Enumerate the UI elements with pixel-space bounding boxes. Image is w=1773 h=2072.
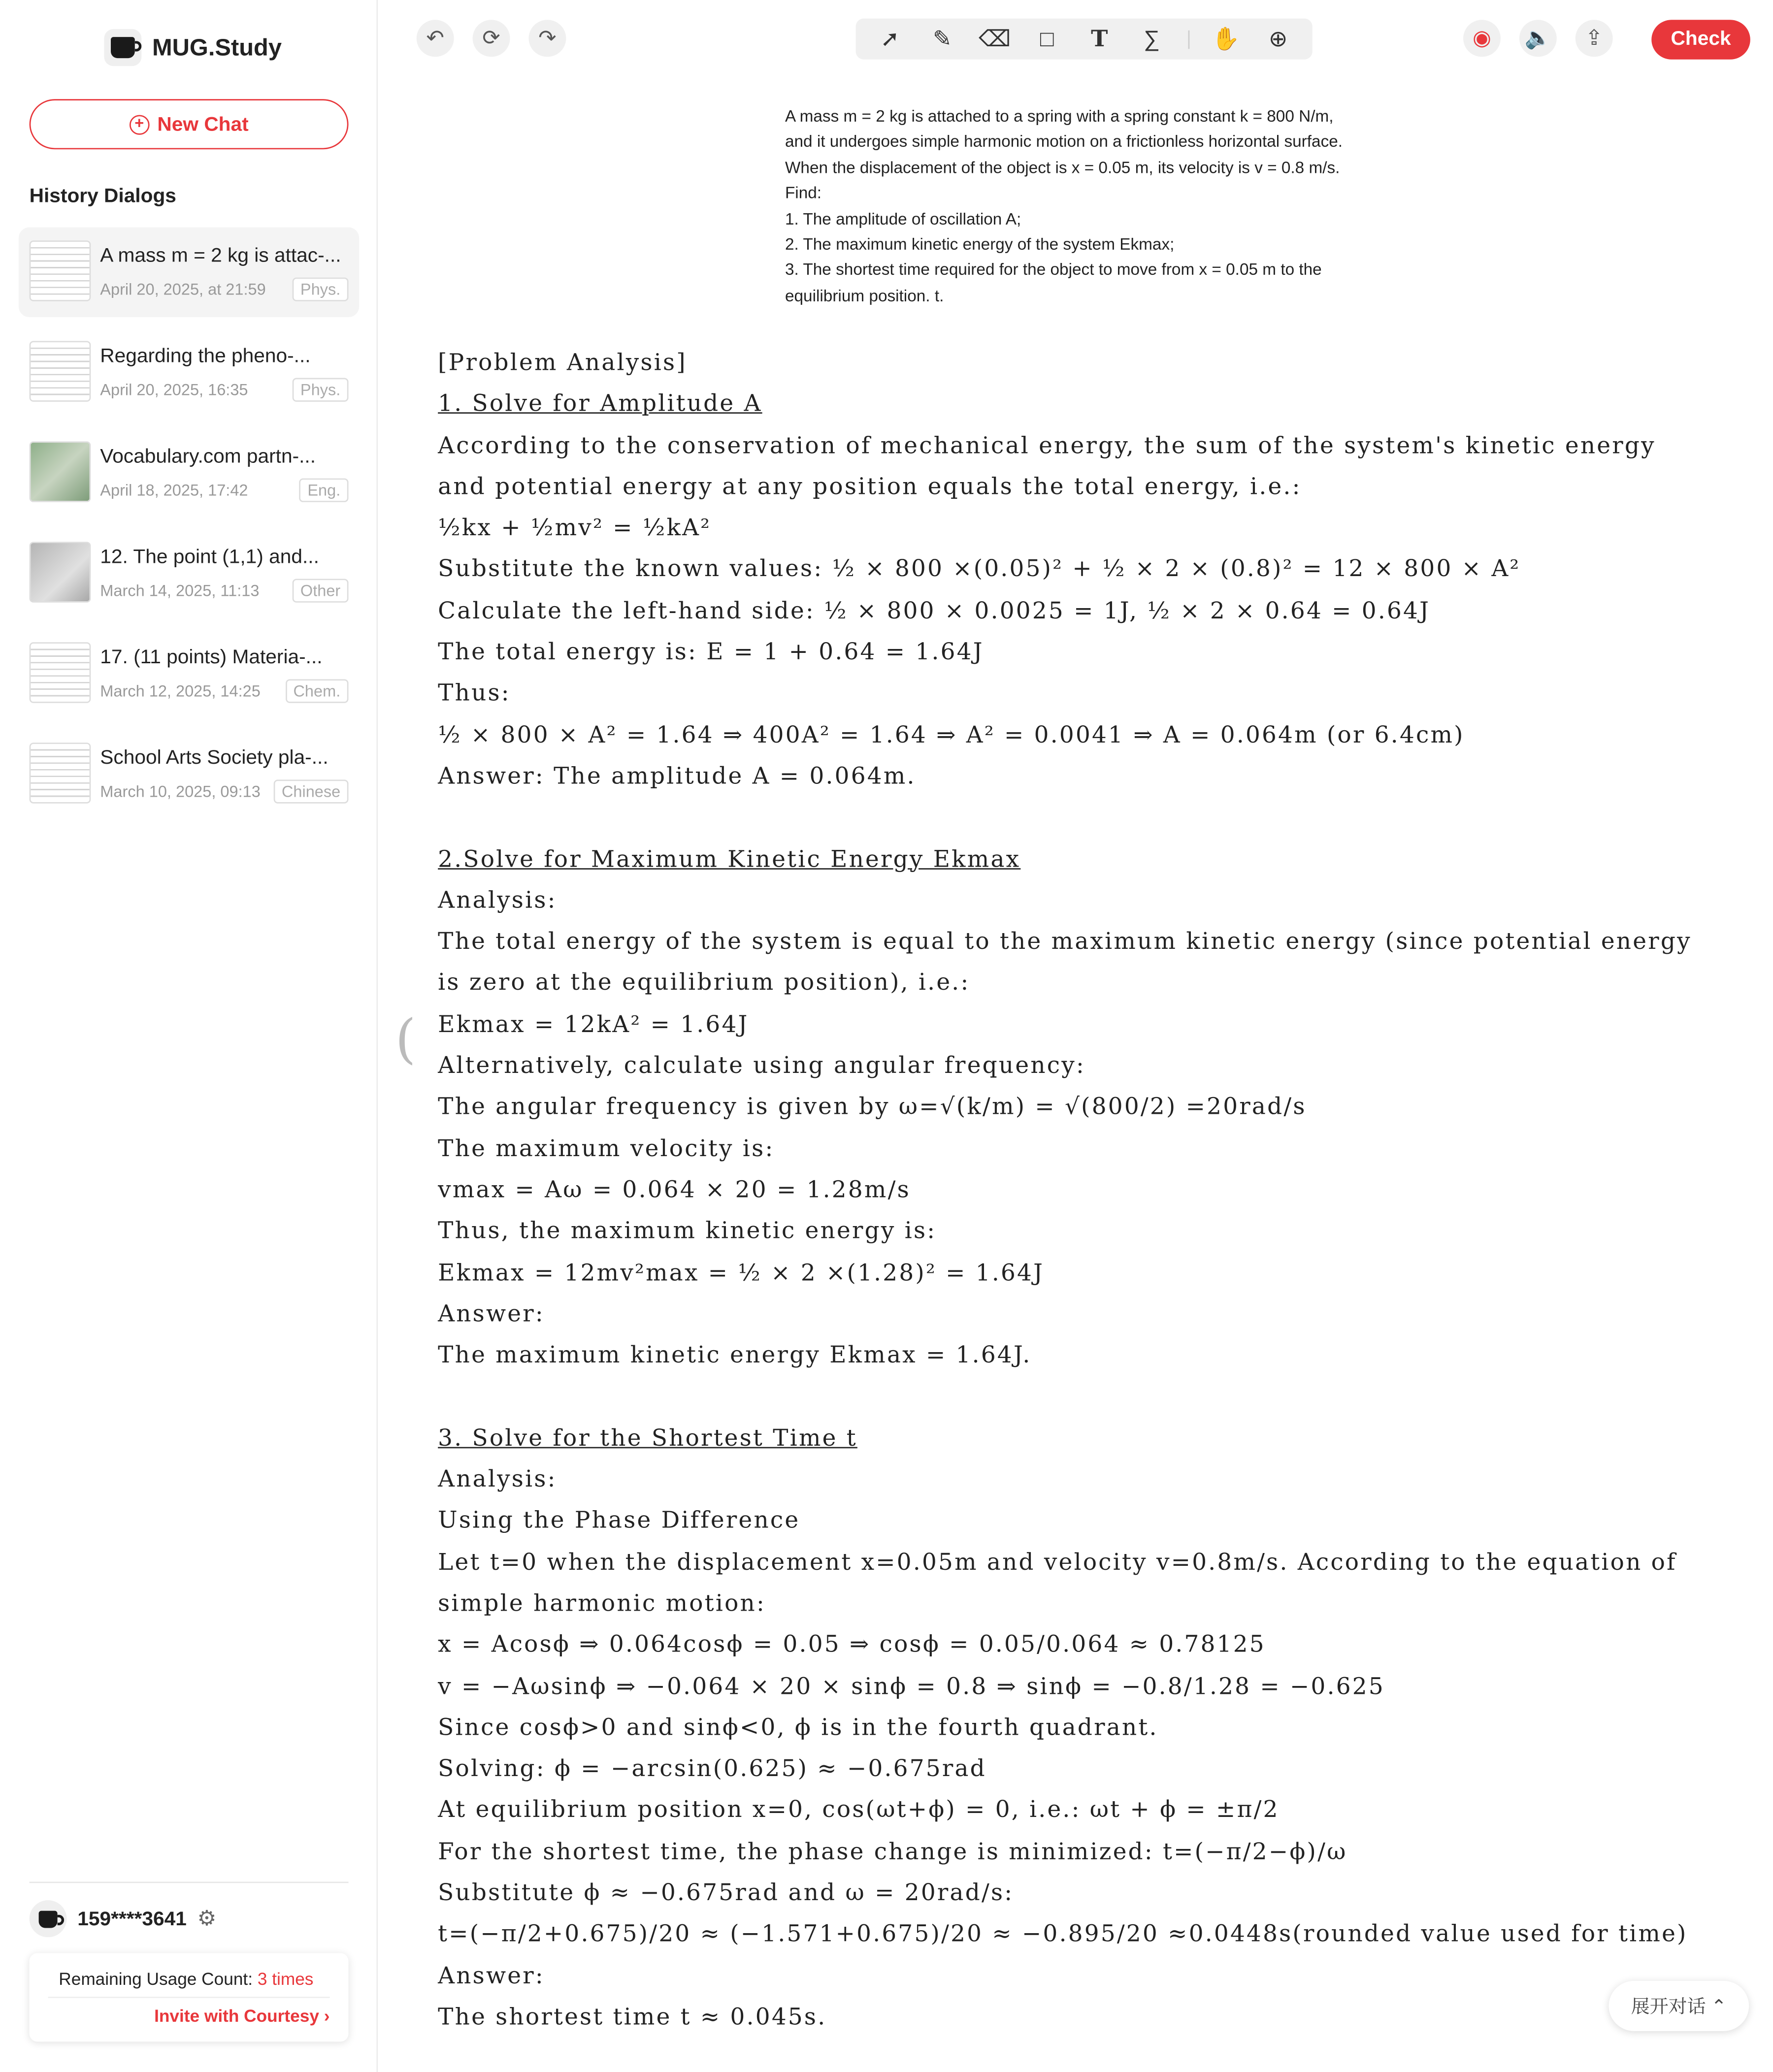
problem-line: A mass m = 2 kg is attached to a spring with a spring constant k = 800 N/m, — [785, 107, 1334, 126]
history-item-title: Regarding the pheno-... — [100, 345, 311, 368]
plus-icon: + — [129, 114, 149, 134]
history-item-date: March 12, 2025, 14:25 — [100, 681, 261, 701]
history-thumbnail — [30, 441, 91, 502]
divider — [1188, 30, 1189, 48]
history-thumbnail — [30, 743, 91, 803]
problem-line: 1. The amplitude of oscillation A; — [785, 209, 1021, 228]
solution-line: Substitute the known values: ½ × 800 ×(0.05)² + ½ × 2 × (0.8)² = 12 × 800 × A² — [438, 557, 1521, 583]
solution-line: The maximum kinetic energy Ekmax = 1.64J. — [438, 1342, 1032, 1369]
avatar — [30, 1900, 67, 1937]
pointer-icon[interactable]: ➚ — [880, 26, 900, 51]
solution-line: Let t=0 when the displacement x=0.05m and velocity v=0.8m/s. According to the equation of — [438, 1549, 1677, 1576]
text-icon[interactable]: T — [1091, 26, 1108, 53]
solution-line: The maximum velocity is: — [438, 1136, 775, 1163]
check-button[interactable]: Check — [1651, 20, 1750, 60]
solution-line: The total energy of the system is equal to the maximum kinetic energy (since potential energy — [438, 929, 1692, 956]
usage-value: 3 times — [257, 1969, 314, 1989]
history-item-tag: Phys. — [293, 378, 349, 402]
collapse-handle[interactable]: ( — [395, 1009, 416, 1070]
solution-line: ½kx + ½mv² = ½kA² — [438, 516, 712, 542]
history-item[interactable] — [19, 428, 359, 518]
section-heading: 1. Solve for Amplitude A — [438, 391, 762, 418]
problem-line: equilibrium position. t. — [785, 286, 944, 305]
problem-statement — [785, 104, 1343, 310]
solution-line: simple harmonic motion: — [438, 1590, 766, 1618]
solution-line: Analysis: — [438, 1466, 557, 1493]
undo-icon: ↶ — [426, 28, 444, 50]
solution-line: and potential energy at any position equals the total energy, i.e.: — [438, 474, 1302, 501]
history-item-tag: Chem. — [285, 679, 348, 703]
history-item-tag: Other — [293, 579, 349, 602]
solution-line: Analysis: — [438, 888, 557, 914]
solution-line: Calculate the left-hand side: ½ × 800 × 0.0025 = 1J, ½ × 2 × 0.64 = 0.64J — [438, 598, 1431, 625]
share-icon: ⇪ — [1585, 28, 1603, 50]
invite-label: Invite with Courtesy — [154, 2006, 319, 2026]
history-item-tag: Phys. — [293, 278, 349, 301]
solution-line: Ekmax = 12mv²max = ½ × 2 ×(1.28)² = 1.64J — [438, 1260, 1045, 1287]
solution-line: Substitute ϕ ≈ −0.675rad and ω = 20rad/s: — [438, 1880, 1014, 1907]
speaker-button[interactable] — [1519, 20, 1557, 57]
solution-line: Answer: — [438, 1963, 545, 1990]
divider — [48, 1997, 330, 1998]
history-item[interactable] — [19, 227, 359, 317]
history-item-date: April 20, 2025, at 21:59 — [100, 280, 266, 299]
redo-button[interactable] — [528, 20, 566, 57]
new-chat-label: New Chat — [157, 113, 249, 136]
problem-line: When the displacement of the object is x = 0.05 m, its velocity is v = 0.8 m/s. — [785, 158, 1340, 177]
invite-link[interactable] — [154, 2006, 329, 2026]
usage-card — [30, 1953, 349, 2042]
gear-icon[interactable]: ⚙ — [197, 1908, 217, 1931]
solution-line: The shortest time t ≈ 0.045s. — [438, 2004, 827, 2031]
speaker-icon: 🔈 — [1524, 28, 1551, 50]
solution-line: t=(−π/2+0.675)/20 ≈ (−1.571+0.675)/20 ≈ −0.895/20 ≈0.0448s(rounded value used for time) — [438, 1921, 1688, 1948]
pen-icon[interactable]: ✎ — [933, 26, 952, 51]
solution-line: Solving: ϕ = −arcsin(0.625) ≈ −0.675rad — [438, 1756, 986, 1783]
solution-line: is zero at the equilibrium position), i.e.: — [438, 971, 970, 997]
history-thumbnail — [30, 240, 91, 301]
blank-line — [438, 799, 1746, 840]
solution-line: Since cosϕ>0 and sinϕ<0, ϕ is in the fourth quadrant. — [438, 1715, 1158, 1742]
section-heading: 3. Solve for the Shortest Time t — [438, 1425, 857, 1452]
solution-line: Thus: — [438, 681, 511, 708]
history-item[interactable] — [19, 528, 359, 618]
sidebar — [0, 0, 378, 2072]
history-item-date: March 14, 2025, 11:13 — [100, 581, 260, 600]
problem-line: Find: — [785, 184, 822, 203]
history-item-date: April 18, 2025, 17:42 — [100, 481, 248, 500]
solution-line: According to the conservation of mechanical energy, the sum of the system's kinetic energy — [438, 433, 1656, 459]
record-icon: ◉ — [1473, 28, 1491, 50]
history-title: History Dialogs — [29, 185, 176, 208]
share-button[interactable] — [1576, 20, 1613, 57]
hand-icon[interactable]: ✋ — [1212, 26, 1240, 51]
eraser-icon[interactable]: ⌫ — [979, 26, 1011, 51]
chevron-up-icon: ⌃ — [1711, 1995, 1727, 2017]
blank-line — [438, 1378, 1746, 1419]
expand-label: 展开对话 — [1631, 1995, 1706, 2017]
history-item[interactable] — [19, 629, 359, 718]
rectangle-icon[interactable]: □ — [1040, 26, 1054, 51]
solution-line: The angular frequency is given by ω=√(k/m) = √(800/2) =20rad/s — [438, 1095, 1307, 1121]
problem-line: 2. The maximum kinetic energy of the system Ekmax; — [785, 235, 1175, 254]
mug-logo-icon — [104, 29, 141, 66]
solution-line: Answer: The amplitude A = 0.064m. — [438, 764, 916, 790]
problem-line: 3. The shortest time required for the object to move from x = 0.05 m to the — [785, 260, 1322, 280]
solution-line: Answer: — [438, 1301, 545, 1328]
history-item[interactable] — [19, 328, 359, 418]
solution-line: Ekmax = 12kA² = 1.64J — [438, 1012, 749, 1038]
replay-button[interactable] — [473, 20, 510, 57]
solution-line: vmax = Aω = 0.064 × 20 = 1.28m/s — [438, 1177, 911, 1204]
brand-name: MUG.Study — [152, 33, 282, 61]
solution-line: x = Acosϕ ⇒ 0.064cosϕ = 0.05 ⇒ cosϕ = 0.05/0.064 ≈ 0.78125 — [438, 1632, 1266, 1659]
solution — [438, 344, 1746, 2040]
history-item-title: Vocabulary.com partn-... — [100, 445, 316, 468]
solution-line: The total energy is: E = 1 + 0.64 = 1.64J — [438, 640, 984, 666]
history-item-date: April 20, 2025, 16:35 — [100, 380, 248, 399]
solution-line: ½ × 800 × A² = 1.64 ⇒ 400A² = 1.64 ⇒ A² = 0.0041 ⇒ A = 0.064m (or 6.4cm) — [438, 722, 1465, 749]
history-item-tag: Chinese — [274, 779, 349, 803]
zoom-in-icon[interactable]: ⊕ — [1268, 26, 1288, 51]
chevron-right-icon: › — [324, 2006, 330, 2026]
history-thumbnail — [30, 341, 91, 401]
problem-line: and it undergoes simple harmonic motion on a frictionless horizontal surface. — [785, 132, 1343, 152]
usage-line — [59, 1969, 313, 1989]
replay-icon: ⟳ — [482, 28, 500, 50]
usage-label: Remaining Usage Count: — [59, 1969, 253, 1989]
new-chat-button[interactable] — [30, 99, 349, 149]
solution-line: Alternatively, calculate using angular frequency: — [438, 1053, 1086, 1080]
solution-line: Thus, the maximum kinetic energy is: — [438, 1219, 937, 1245]
brand[interactable] — [104, 29, 282, 66]
history-thumbnail — [30, 642, 91, 703]
undo-button[interactable] — [417, 20, 454, 57]
history-item-title: 17. (11 points) Materia-... — [100, 646, 323, 669]
history-thumbnail — [30, 542, 91, 602]
user-profile[interactable] — [30, 1900, 217, 1937]
drawing-toolbar — [856, 19, 1313, 60]
solution-line: At equilibrium position x=0, cos(ωt+ϕ) = 0, i.e.: ωt + ϕ = ±π/2 — [438, 1797, 1280, 1824]
section-heading: 2.Solve for Maximum Kinetic Energy Ekmax — [438, 846, 1021, 873]
divider — [30, 1882, 349, 1883]
formula-icon[interactable]: ∑ — [1144, 26, 1160, 51]
history-item[interactable] — [19, 729, 359, 819]
solution-line: v = −Aωsinϕ ⇒ −0.064 × 20 × sinϕ = 0.8 ⇒ sinϕ = −0.8/1.28 = −0.625 — [438, 1673, 1385, 1700]
history-item-title: School Arts Society pla-... — [100, 746, 328, 769]
user-phone: 159****3641 — [77, 1907, 187, 1930]
redo-icon: ↷ — [538, 28, 557, 50]
history-item-title: 12. The point (1,1) and... — [100, 546, 319, 568]
solution-line: Using the Phase Difference — [438, 1508, 800, 1535]
solution-line: [Problem Analysis] — [438, 350, 687, 377]
history-item-date: March 10, 2025, 09:13 — [100, 782, 261, 801]
history-item-title: A mass m = 2 kg is attac-... — [100, 244, 341, 267]
solution-line: For the shortest time, the phase change is minimized: t=(−π/2−ϕ)/ω — [438, 1839, 1347, 1866]
history-item-tag: Eng. — [299, 478, 348, 502]
record-button[interactable] — [1463, 20, 1501, 57]
expand-dialog-button[interactable] — [1609, 1981, 1749, 2031]
